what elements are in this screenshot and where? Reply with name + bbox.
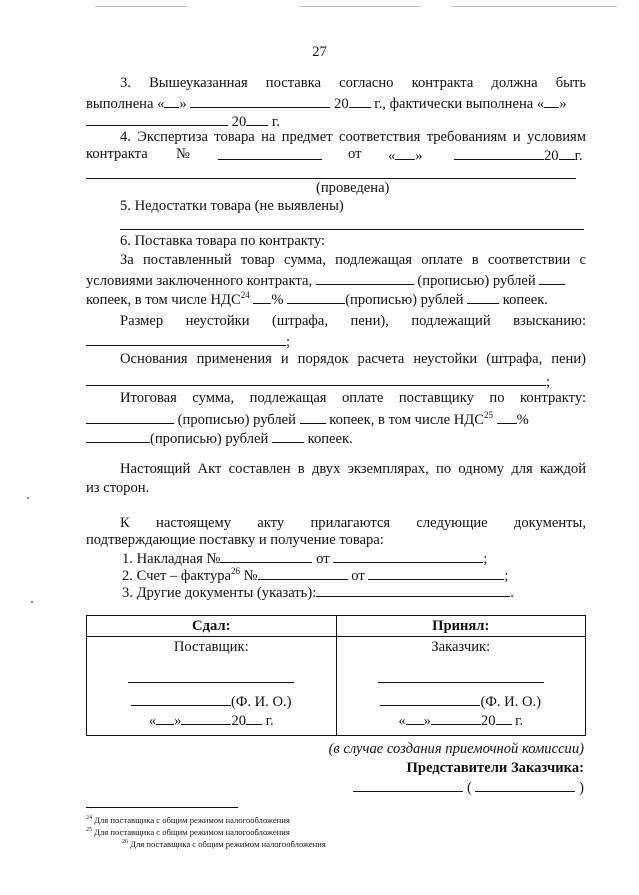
item6-p4-line3: (прописью) рублей копеек. [86,429,353,448]
table-header-left: Сдал: [87,616,337,637]
item6-p4-line2: (прописью) рублей копеек, в том числе НДС$^{25}$ % [86,410,586,429]
footnote-24: $^{24}$ Для поставщика с общим режимом налогообложения [86,815,290,825]
item4-caption: (проведена) [316,180,390,196]
attachments-line2: подтверждающие поставку и получение товара: [86,532,384,548]
item6-title: 6. Поставка товара по контракту: [120,233,326,249]
attachments-line1: К настоящему акту прилагаются следующие документы, [120,515,586,531]
item6-p3-line2: ; [86,372,550,391]
table-header-right: Принял: [336,616,586,637]
footnote-separator [86,807,238,808]
page-number: 27 [312,44,327,60]
item6-p1-line1: За поставленный товар сумма, подлежащая оплате в соответствии с [120,252,586,268]
customer-fio: (Ф. И. О.) [337,692,586,711]
item6-p3-line1: Основания применения и порядок расчета неустойки (штрафа, пени) [120,351,586,367]
item6-p1-line3: копеек, в том числе НДС$^{24}$ % (прописью) рублей копеек. [86,290,548,308]
item3-line2: выполнена « » 20 г., фактически выполнена « » [86,96,567,112]
supplier-label: Поставщик: [173,639,249,655]
customer-label: Заказчик: [431,639,491,655]
supplier-fio: (Ф. И. О.) [87,692,336,711]
copies-line1: Настоящий Акт составлен в двух экземплярах, по одному для каждой [120,461,586,477]
item6-p1-line2: условиями заключенного контракта, (прописью) рублей [86,271,565,290]
document-page: 27 3. Вышеуказанная поставка согласно контракта должна быть выполнена « » 20 г., фактически выполнена « » 20 г. 4. Экспертиза товара на предмет соответствия требованиям и условиям контракта № от « » 20 г. (проведена) 5. Недостатки товара (не выявлены) 6. Поставка товара по контракту: За поставленный товар сумма, подлежащая оплате в соответствии с условиями заключенного контракта, (прописью) рублей копеек, в том числе НДС$^{24}$ % (прописью) рублей копеек. Размер неустойки (штрафа, пени), подлежащий взысканию: ; Основания применения и порядок расчета неустойки (штрафа, пени) ; Итоговая сумма, подлежащая оплате поставщику по контракту: (прописью) рублей копеек, в том числе НДС$^{25}$ % (прописью) рублей копеек. Настоящий Акт составлен в двух экземплярах, по одному для каждой из сторон. К настоящему акту прилагаются следующие документы, подтверждающие поставку и получение товара: 1. Накладная № от ; 2. Счет – фактура$^{26}$ № от ; 3. Другие документы (указать): . Сдал: Принял: Поставщик: (Ф. И. О.) « » 20 г. Заказчик: (Ф. И. О.) « » 20 г. (в случае создания приемочной комиссии) Представители Заказчика: ( ) $^{24}$ Для поставщика с общим режимом налогообложения $^{25}$ Для поставщика с общим режимом налогообложения $^{26}$ Для поставщика с общим режимом налогообложения [0,0,639,895]
commission-title: Представители Заказчика: [406,760,584,776]
item6-p4-line1: Итоговая сумма, подлежащая оплате поставщику по контракту: [120,390,586,406]
supplier-cell [87,637,337,736]
signature-table [86,615,586,736]
commission-signature: ( ) [353,778,584,797]
customer-date: « » 20 г. [398,713,524,729]
scan-artifact [452,6,617,7]
item3-line1: 3. Вышеуказанная поставка согласно контракта должна быть [120,75,586,91]
item6-p2-line2: ; [86,332,290,351]
item3-line3: 20 г. [86,112,280,131]
footnote-26: $^{26}$ Для поставщика с общим режимом налогообложения [122,839,326,849]
scan-speck [31,601,33,603]
attachment-item1: 1. Накладная № от ; [122,551,488,567]
item4-result-line [86,178,576,179]
attachment-item3: 3. Другие документы (указать): . [122,585,514,601]
copies-line2: из сторон. [86,480,150,496]
commission-note: (в случае создания приемочной комиссии) [328,741,584,757]
scan-artifact [300,6,420,7]
attachment-item2: 2. Счет – фактура$^{26}$ № от ; [122,566,509,584]
customer-cell [336,637,586,736]
item5-blank-line [120,229,584,230]
supplier-date: « » 20 г. [148,713,274,729]
item4-line1: 4. Экспертиза товара на предмет соответствия требованиям и условиям [120,129,586,145]
item6-p2-line1: Размер неустойки (штрафа, пени), подлежащий взысканию: [120,313,586,329]
scan-artifact [95,6,187,7]
scan-speck [27,497,29,499]
footnote-25: $^{25}$ Для поставщика с общим режимом налогообложения [86,827,290,837]
item5-line: 5. Недостатки товара (не выявлены) [120,198,344,214]
